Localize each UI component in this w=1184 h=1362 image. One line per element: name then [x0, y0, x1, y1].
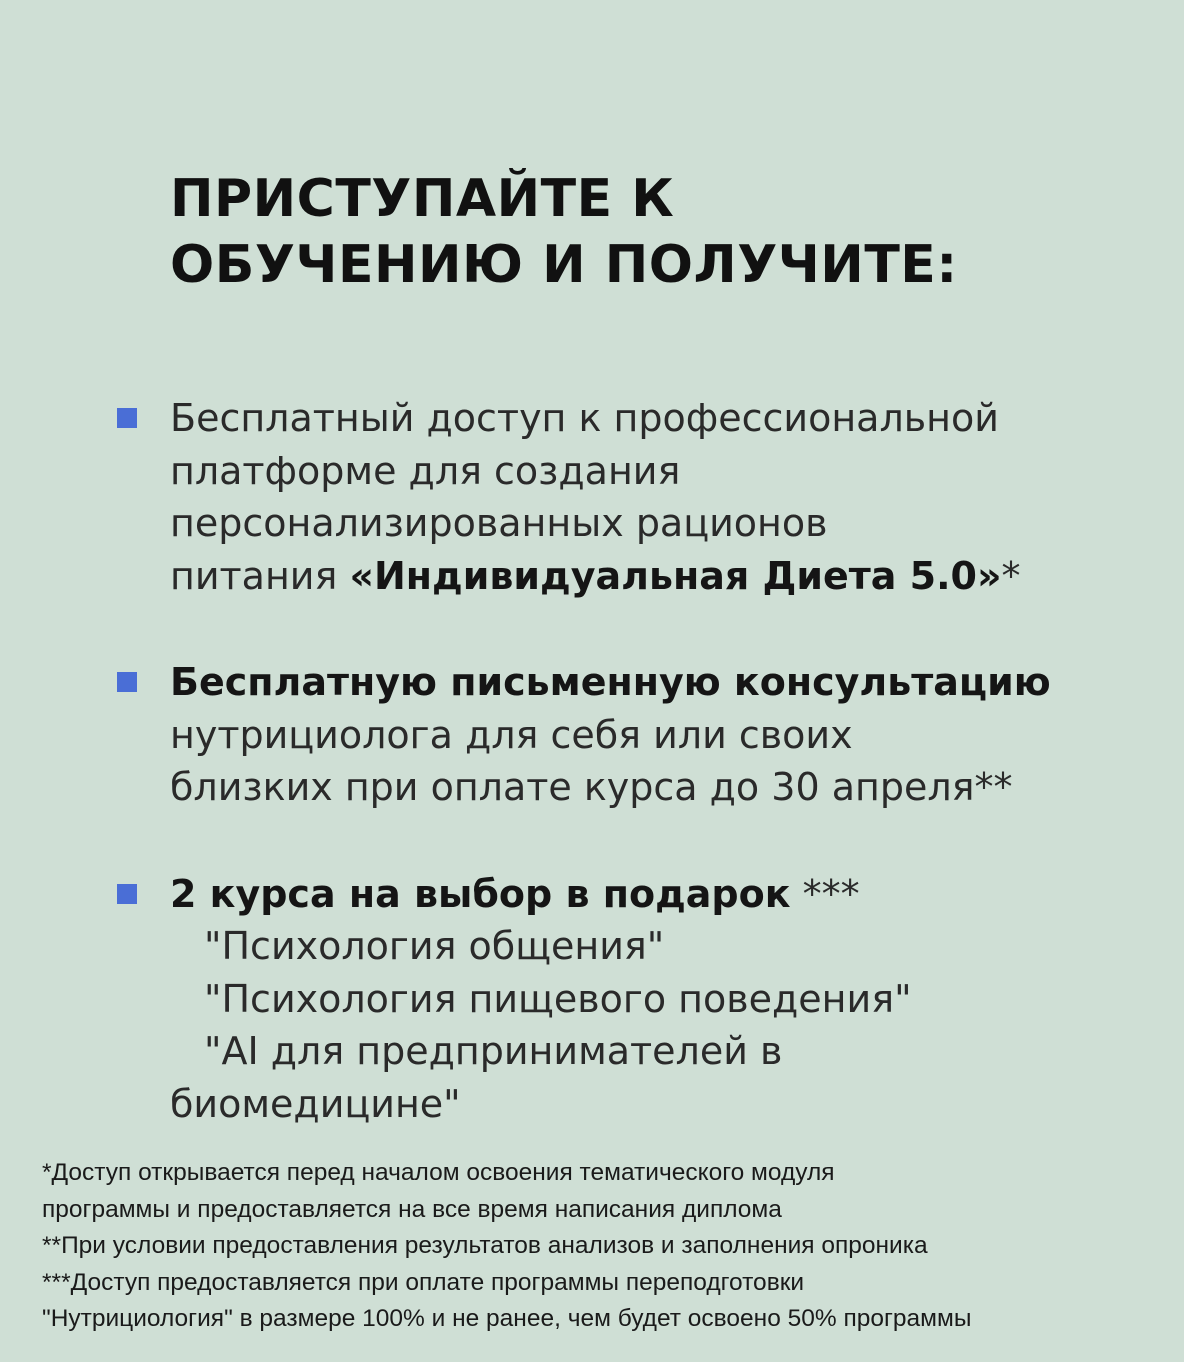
page-title — [170, 166, 1130, 298]
course-item-continued: биомедицине" — [170, 1081, 461, 1126]
benefit-1-prefix: питания — [170, 553, 350, 598]
course-item: "Психология общения" — [204, 924, 665, 968]
gift-courses-title: 2 курса на выбор в подарок — [170, 871, 791, 916]
benefit-1-line-3: персонализированных рационов — [170, 501, 828, 545]
platform-name: «Индивидуальная Диета 5.0» — [349, 553, 1002, 598]
benefit-1-line-1: Бесплатный доступ к профессиональной — [170, 396, 999, 440]
square-bullet-icon — [117, 884, 137, 904]
title-line-1: ПРИСТУПАЙТЕ К — [170, 169, 675, 229]
benefit-3-line-1 — [170, 868, 1130, 921]
benefit-item-platform — [0, 392, 1130, 602]
footnote-line: программы и предоставляется на все время написания диплома — [42, 1195, 782, 1223]
benefit-2-line-1 — [170, 656, 1130, 709]
benefit-1-line-2: платформе для создания — [170, 448, 681, 493]
square-bullet-icon — [117, 672, 137, 692]
benefits-list — [0, 392, 1184, 1130]
title-line-2: ОБУЧЕНИЮ И ПОЛУЧИТЕ: — [170, 235, 958, 295]
benefit-item-consultation — [0, 656, 1130, 814]
footnotes — [42, 1155, 1172, 1338]
square-bullet-icon — [117, 408, 137, 428]
footnote-line: "Нутрициология" в размере 100% и не ранее, чем будет освоено 50% программы — [42, 1305, 972, 1332]
benefit-2-line-3: близких при оплате курса до 30 апреля** — [170, 765, 1013, 809]
consultation-title: Бесплатную письменную консультацию — [170, 660, 1051, 704]
benefit-item-courses — [0, 868, 1130, 1131]
benefit-2-line-2: нутрициолога для себя или своих — [170, 712, 853, 757]
footnote-line: *Доступ открывается перед началом освоения тематического модуля — [42, 1159, 835, 1186]
benefit-1-line-4 — [170, 550, 1130, 603]
footnote-line: **При условии предоставления результатов анализов и заполнения опроника — [42, 1232, 928, 1259]
footnote-mark-3: *** — [790, 871, 860, 916]
course-item: "Психология пищевого поведения" — [204, 976, 912, 1021]
course-item: "AI для предпринимателей в — [204, 1029, 783, 1073]
footnote-mark-1: * — [1001, 553, 1021, 598]
footnote-line: ***Доступ предоставляется при оплате программы переподготовки — [42, 1268, 805, 1296]
